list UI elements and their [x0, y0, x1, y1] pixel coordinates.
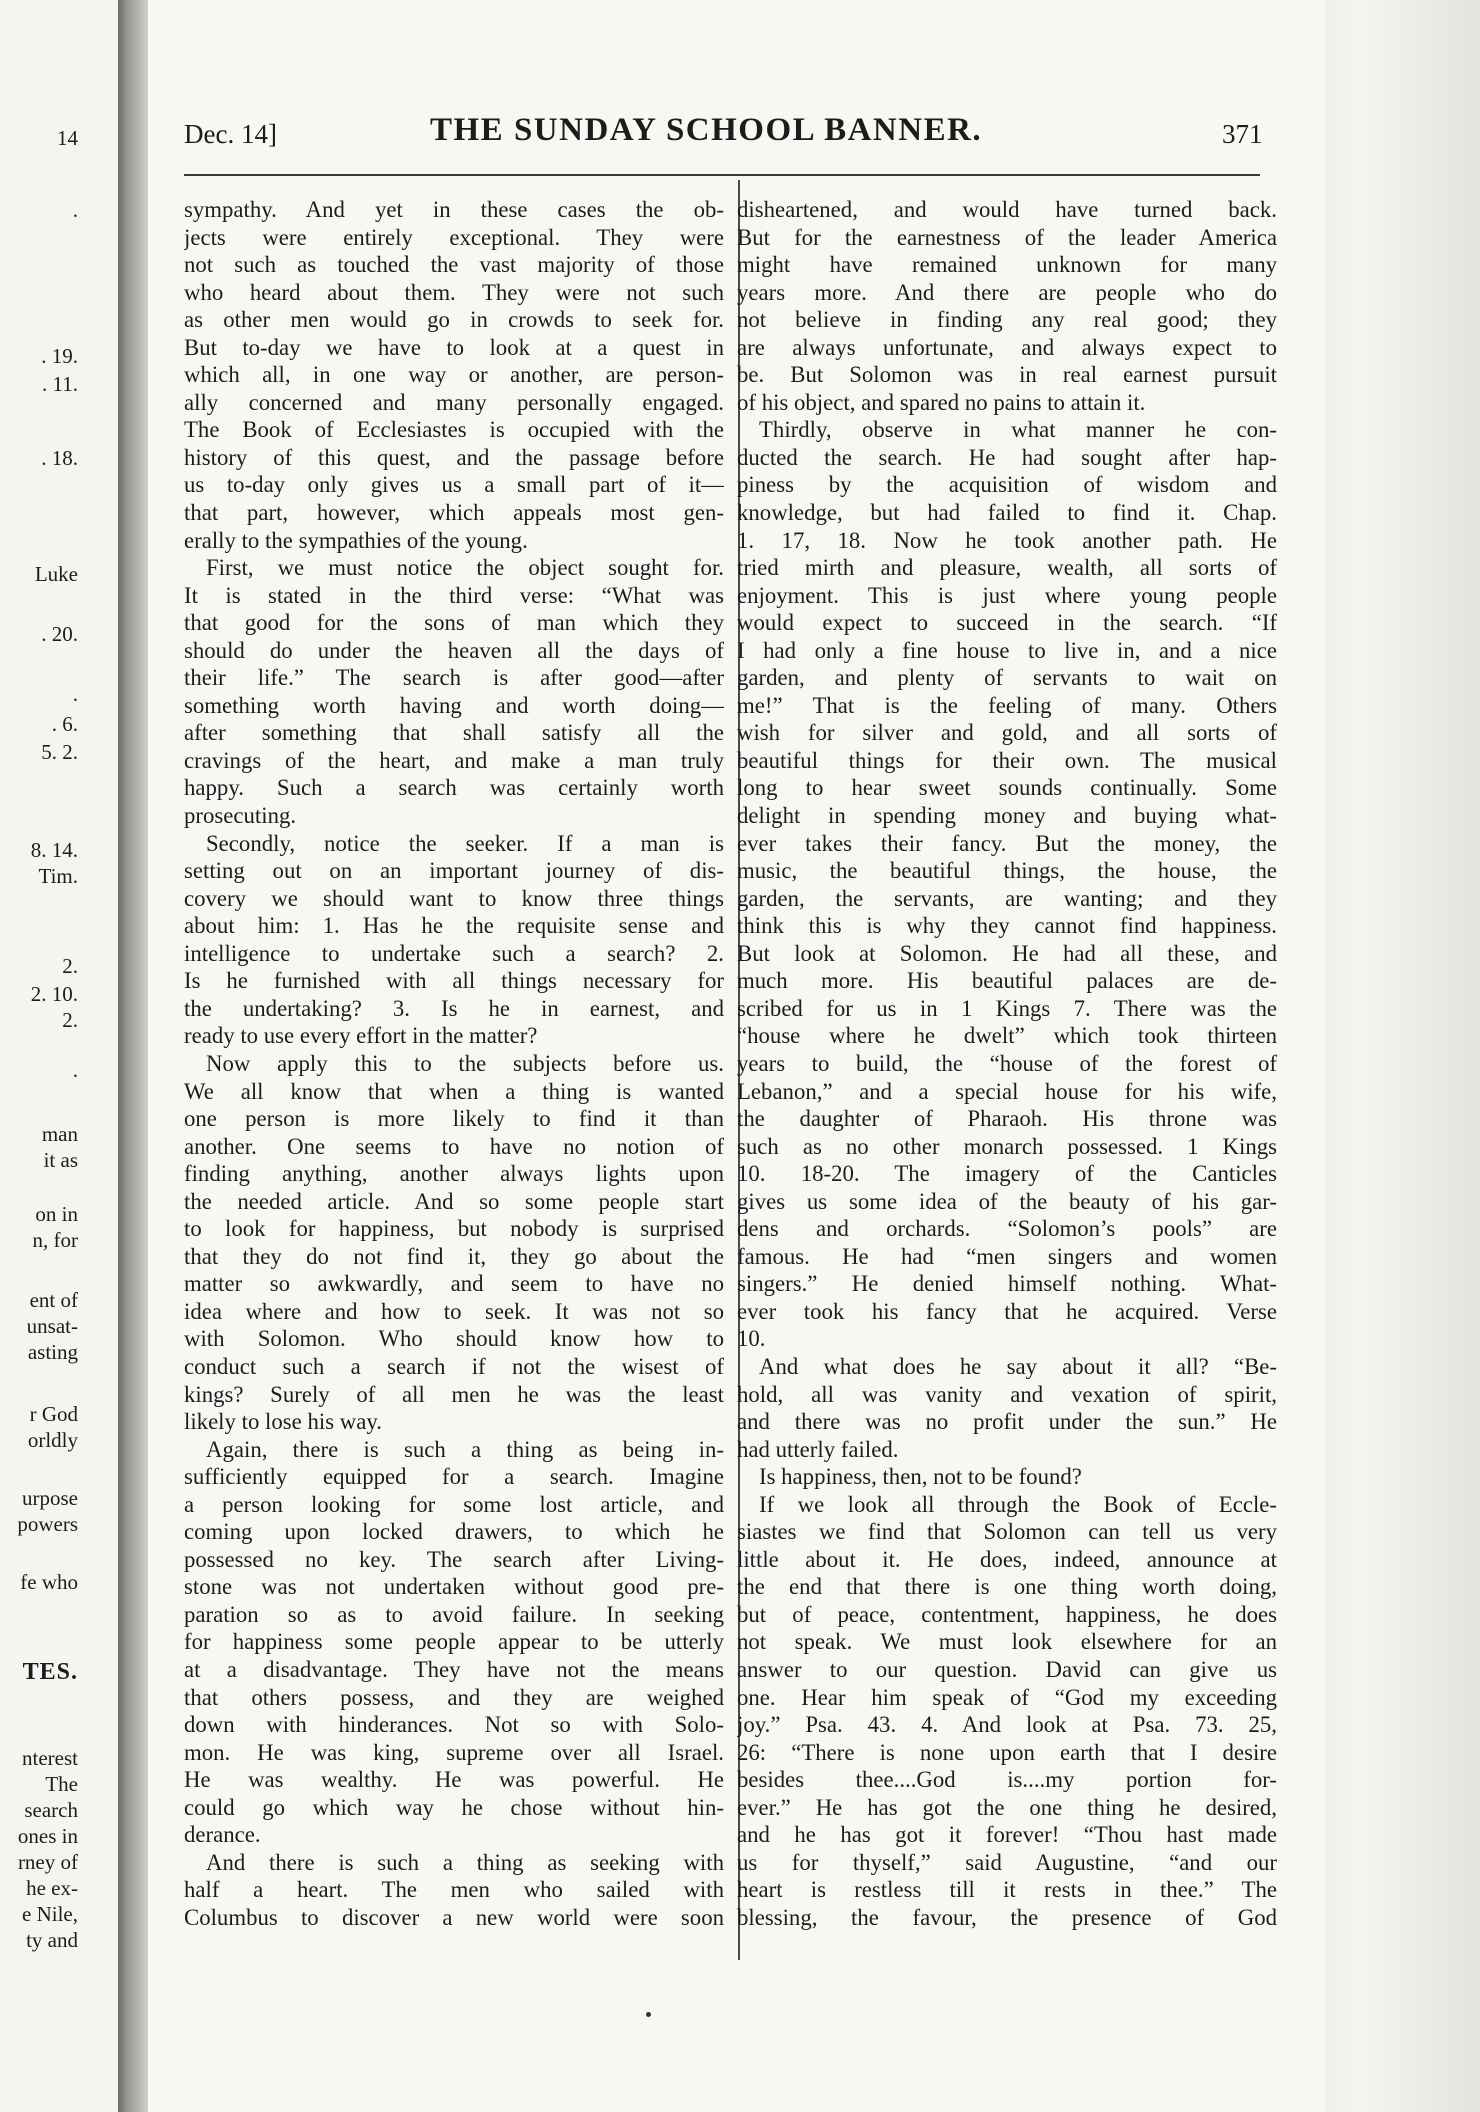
text-line: that they do not find it, they go about the	[184, 1243, 724, 1269]
facing-page-fragment: rney of	[17, 1850, 78, 1874]
text-line: scribed for us in 1 Kings 7. There was the	[737, 995, 1277, 1021]
text-line: after something that shall satisfy all the	[184, 720, 724, 746]
facing-page-fragment: on in	[35, 1202, 78, 1226]
facing-page-edge	[0, 0, 118, 2112]
text-line: of his object, and spared no pains to attain it.	[737, 389, 1146, 415]
text-line: years to build, the “house of the forest of	[737, 1050, 1277, 1076]
text-line: stone was not undertaken without good pre-	[184, 1574, 724, 1600]
text-line: coming upon locked drawers, to which he	[184, 1519, 724, 1545]
text-line: hold, all was vanity and vexation of spirit,	[737, 1381, 1277, 1407]
facing-page-fragment: search	[24, 1798, 78, 1822]
text-line: Secondly, notice the seeker. If a man is	[206, 830, 724, 856]
facing-page-fragment: nterest	[22, 1746, 78, 1770]
facing-page-fragment: .	[72, 1058, 78, 1082]
text-line: think this is why they cannot find happiness.	[737, 913, 1277, 939]
text-line: and he has got it forever! “Thou hast made	[737, 1822, 1277, 1848]
text-line: half a heart. The men who sailed with	[184, 1877, 724, 1903]
text-line: music, the beautiful things, the house, the	[737, 858, 1277, 884]
text-line: down with hinderances. Not so with Solo-	[184, 1712, 724, 1738]
right-column	[737, 196, 1277, 1931]
text-line: and there was no profit under the sun.” He	[737, 1409, 1277, 1435]
facing-page-fragment: . 6.	[51, 712, 78, 736]
text-line: And there is such a thing as seeking with	[206, 1849, 724, 1875]
text-line: derance.	[184, 1822, 261, 1848]
text-line: matter so awkwardly, and seem to have no	[184, 1271, 724, 1297]
text-line: could go which way he chose without hin-	[184, 1794, 724, 1820]
facing-page-fragment: .	[72, 198, 78, 222]
text-line: 10. 18-20. The imagery of the Canticles	[737, 1161, 1277, 1187]
text-line: enjoyment. This is just where young people	[737, 582, 1277, 608]
text-line: but of peace, contentment, happiness, he does	[737, 1601, 1277, 1627]
text-line: Is he furnished with all things necessary for	[184, 968, 724, 994]
text-line: another. One seems to have no notion of	[184, 1133, 724, 1159]
facing-page-fragment: 2. 10.	[30, 982, 78, 1006]
facing-page-fragment: n, for	[32, 1228, 78, 1252]
text-line: Is happiness, then, not to be found?	[759, 1464, 1082, 1490]
text-line: are always unfortunate, and always expect to	[737, 334, 1277, 360]
text-line: But to-day we have to look at a quest in	[184, 334, 724, 360]
text-line: “house where he dwelt” which took thirteen	[737, 1023, 1277, 1049]
text-line: happy. Such a search was certainly worth	[184, 775, 724, 801]
text-line: likely to lose his way.	[184, 1409, 382, 1435]
left-column	[184, 196, 724, 1931]
ink-speck	[646, 2012, 651, 2017]
text-line: the undertaking? 3. Is he in earnest, and	[184, 995, 724, 1021]
text-line: It is stated in the third verse: “What was	[184, 582, 724, 608]
page-number: 371	[1222, 119, 1263, 149]
text-line: ready to use every effort in the matter?	[184, 1023, 538, 1049]
text-line: not believe in finding any real good; they	[737, 307, 1277, 333]
text-line: But for the earnestness of the leader America	[737, 224, 1277, 250]
facing-page-fragment: he ex-	[26, 1876, 78, 1900]
page-margin-right	[1326, 0, 1480, 2112]
book-gutter	[118, 0, 148, 2112]
text-line: one person is more likely to find it than	[184, 1106, 724, 1132]
text-line: one. Hear him speak of “God my exceeding	[737, 1684, 1277, 1710]
header-rule	[184, 174, 1260, 176]
facing-page-fragment: 8. 14.	[30, 838, 78, 862]
text-line: with Solomon. Who should know how to	[184, 1326, 724, 1352]
text-line: such as no other monarch possessed. 1 Kings	[737, 1133, 1277, 1159]
text-line: sufficiently equipped for a search. Imagine	[184, 1464, 724, 1490]
text-line: conduct such a search if not the wisest of	[184, 1353, 724, 1379]
facing-page-fragment: e Nile,	[22, 1902, 78, 1926]
text-line: to look for happiness, but nobody is surprised	[184, 1216, 724, 1242]
facing-page-fragment: urpose	[22, 1486, 78, 1510]
facing-page-fragment: Luke	[34, 562, 78, 586]
facing-page-fragment: 2.	[62, 1008, 78, 1032]
facing-page-fragment: asting	[27, 1340, 78, 1364]
text-line: who heard about them. They were not such	[184, 279, 724, 305]
text-line: delight in spending money and buying what-	[737, 803, 1277, 829]
text-line: not speak. We must look elsewhere for an	[737, 1629, 1277, 1655]
facing-page-fragment: orldly	[27, 1428, 78, 1452]
text-line: which all, in one way or another, are person-	[184, 362, 724, 388]
text-line: might have remained unknown for many	[737, 252, 1277, 278]
text-line: wish for silver and gold, and all sorts of	[737, 720, 1277, 746]
text-line: jects were entirely exceptional. They were	[184, 224, 724, 250]
text-line: ever.” He has got the one thing he desired,	[737, 1794, 1277, 1820]
text-line: 26: “There is none upon earth that I desire	[737, 1739, 1277, 1765]
text-line: as other men would go in crowds to seek for.	[184, 307, 724, 333]
text-line: heart is restless till it rests in thee.” The	[737, 1877, 1277, 1903]
text-line: that good for the sons of man which they	[184, 610, 724, 636]
facing-page-fragment: ent of	[29, 1288, 78, 1312]
facing-page-fragment: . 20.	[41, 622, 78, 646]
facing-page-fragment: .	[72, 682, 78, 706]
text-line: ever takes their fancy. But the money, the	[737, 830, 1277, 856]
text-line: ducted the search. He had sought after hap-	[737, 444, 1277, 470]
text-line: sympathy. And yet in these cases the ob-	[184, 197, 724, 222]
text-line: little about it. He does, indeed, announce at	[737, 1546, 1277, 1572]
text-line: covery we should want to know three things	[184, 885, 724, 911]
text-line: should do under the heaven all the days of	[184, 637, 724, 663]
text-line: ever took his fancy that he acquired. Verse	[737, 1298, 1277, 1324]
facing-page-fragment: fe who	[20, 1570, 78, 1594]
text-line: But look at Solomon. He had all these, and	[737, 940, 1277, 966]
text-line: for happiness some people appear to be utterly	[184, 1629, 724, 1655]
text-line: the daughter of Pharaoh. His throne was	[737, 1106, 1277, 1132]
facing-page-fragment: TES.	[22, 1659, 78, 1685]
text-line: long to hear sweet sounds continually. Some	[737, 775, 1277, 801]
text-line: 1. 17, 18. Now he took another path. He	[737, 527, 1277, 553]
text-line: years more. And there are people who do	[737, 279, 1277, 305]
text-line: joy.” Psa. 43. 4. And look at Psa. 73. 25,	[737, 1712, 1277, 1738]
text-line: garden, and plenty of servants to wait on	[737, 665, 1277, 691]
facing-page-fragment: The	[45, 1772, 78, 1796]
text-line: ally concerned and many personally engaged.	[184, 389, 724, 415]
text-line: I had only a fine house to live in, and a nice	[737, 637, 1277, 663]
text-line: He was wealthy. He was powerful. He	[184, 1767, 724, 1793]
text-line: Now apply this to the subjects before us.	[206, 1050, 724, 1076]
text-line: me!” That is the feeling of many. Others	[737, 692, 1277, 718]
text-line: not such as touched the vast majority of those	[184, 252, 724, 278]
facing-page-fragment: . 18.	[41, 446, 78, 470]
text-line: history of this quest, and the passage before	[184, 444, 724, 470]
text-line: Again, there is such a thing as being in-	[206, 1436, 724, 1462]
facing-page-fragment: 14	[57, 126, 78, 150]
text-line: famous. He had “men singers and women	[737, 1243, 1277, 1269]
text-line: paration so as to avoid failure. In seeking	[184, 1601, 724, 1627]
text-line: possessed no key. The search after Living-	[184, 1546, 724, 1572]
text-line: mon. He was king, supreme over all Israel.	[184, 1739, 724, 1765]
text-line: First, we must notice the object sought for.	[206, 555, 724, 581]
text-line: intelligence to undertake such a search? 2.	[184, 940, 724, 966]
text-line: knowledge, but had failed to find it. Chap.	[737, 500, 1277, 526]
text-line: beautiful things for their own. The musical	[737, 747, 1277, 773]
text-line: disheartened, and would have turned back.	[737, 197, 1277, 222]
facing-page-fragment: powers	[17, 1512, 78, 1536]
facing-page-fragment: . 19.	[41, 344, 78, 368]
text-line: And what does he say about it all? “Be-	[759, 1353, 1277, 1379]
text-line: their life.” The search is after good—after	[184, 665, 724, 691]
text-line: the needed article. And so some people start	[184, 1188, 724, 1214]
text-line: Thirdly, observe in what manner he con-	[759, 417, 1277, 443]
text-line: us to-day only gives us a small part of it—	[184, 472, 724, 498]
text-line: finding anything, another always lights upon	[184, 1161, 724, 1187]
text-line: answer to our question. David can give us	[737, 1656, 1277, 1682]
text-line: something worth having and worth doing—	[184, 692, 724, 718]
text-line: had utterly failed.	[737, 1436, 899, 1462]
facing-page-fragment: it as	[43, 1148, 78, 1172]
text-line: gives us some idea of the beauty of his gar-	[737, 1188, 1277, 1214]
text-line: 10.	[737, 1326, 766, 1352]
text-line: cravings of the heart, and make a man truly	[184, 747, 724, 773]
text-line: dens and orchards. “Solomon’s pools” are	[737, 1216, 1277, 1242]
text-line: garden, the servants, are wanting; and they	[737, 885, 1277, 911]
text-line: siastes we find that Solomon can tell us very	[737, 1519, 1277, 1545]
text-line: kings? Surely of all men he was the least	[184, 1381, 724, 1407]
text-line: the end that there is one thing worth doing,	[737, 1574, 1277, 1600]
text-line: blessing, the favour, the presence of God	[737, 1904, 1277, 1930]
text-line: besides thee....God is....my portion for-	[737, 1767, 1277, 1793]
text-line: at a disadvantage. They have not the means	[184, 1656, 724, 1682]
facing-page-fragment: . 11.	[42, 372, 78, 396]
text-line: singers.” He denied himself nothing. What-	[737, 1271, 1277, 1297]
text-line: be. But Solomon was in real earnest pursuit	[737, 362, 1277, 388]
text-line: prosecuting.	[184, 803, 297, 829]
text-line: a person looking for some lost article, and	[184, 1491, 724, 1517]
text-line: that others possess, and they are weighed	[184, 1684, 724, 1710]
text-line: piness by the acquisition of wisdom and	[737, 472, 1277, 498]
text-line: Lebanon,” and a special house for his wife,	[737, 1078, 1277, 1104]
text-line: erally to the sympathies of the young.	[184, 527, 528, 553]
running-head-date: Dec. 14]	[184, 119, 277, 149]
facing-page-fragment: unsat-	[26, 1314, 78, 1338]
facing-page-fragment: 5. 2.	[41, 740, 78, 764]
text-line: The Book of Ecclesiastes is occupied with the	[184, 417, 724, 443]
facing-page-fragment: ones in	[17, 1824, 78, 1848]
text-line: tried mirth and pleasure, wealth, all sorts of	[737, 555, 1277, 581]
text-line: about him: 1. Has he the requisite sense and	[184, 913, 724, 939]
facing-page-fragment: r God	[29, 1402, 78, 1426]
facing-page-fragment: man	[41, 1122, 78, 1146]
text-line: We all know that when a thing is wanted	[184, 1078, 724, 1104]
text-line: us for thyself,” said Augustine, “and our	[737, 1849, 1277, 1875]
running-head-title: THE SUNDAY SCHOOL BANNER.	[430, 112, 983, 148]
text-line: would expect to succeed in the search. “If	[737, 610, 1277, 636]
text-line: setting out on an important journey of dis-	[184, 858, 724, 884]
facing-page-fragment: Tim.	[38, 864, 78, 888]
text-line: that part, however, which appeals most gen-	[184, 500, 724, 526]
text-line: much more. His beautiful palaces are de-	[737, 968, 1277, 994]
facing-page-fragment: 2.	[62, 954, 78, 978]
text-line: If we look all through the Book of Eccle-	[759, 1491, 1277, 1517]
text-line: idea where and how to seek. It was not so	[184, 1298, 724, 1324]
facing-page-fragment: ty and	[26, 1928, 78, 1952]
text-line: Columbus to discover a new world were soon	[184, 1904, 724, 1930]
